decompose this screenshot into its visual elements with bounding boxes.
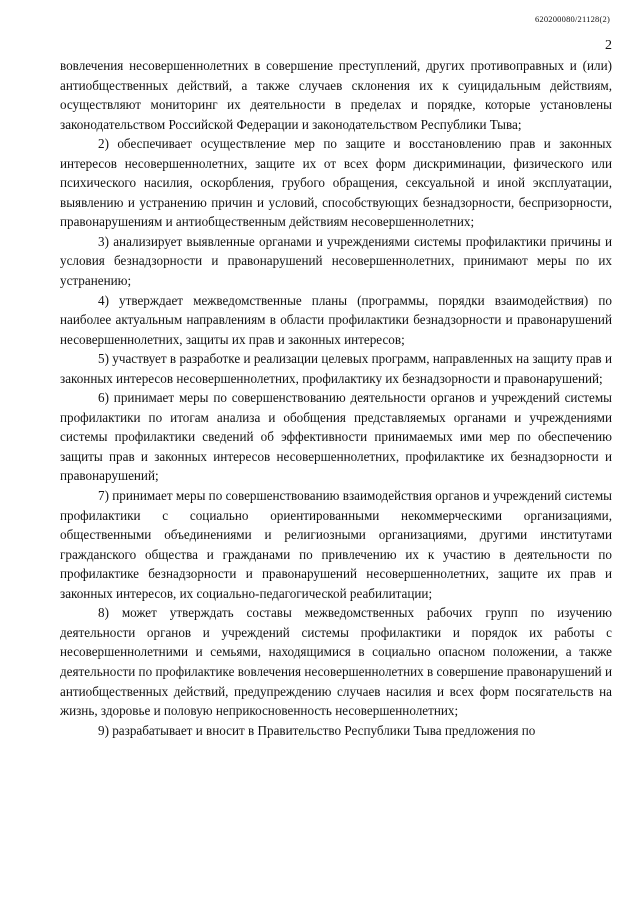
paragraph-item-6: 6) принимает меры по совершенствованию деятельности органов и учреждений системы профилактики по итогам анализа и обобщения представляемых органами и учреждениями системы профилактики сведений об эффективности принимаемых ими мер по обеспечению защиты прав и законных интересов несовершеннолетних, профилактике их безнадзорности и правонарушений; (60, 390, 612, 484)
paragraph-item-7: 7) принимает меры по совершенствованию взаимодействия органов и учреждений системы профилактики с социально ориентированными некоммерческими организациями, общественными объединениями и религиозными организациями, другими институтами гражданского общества и гражданами по привлечению их к участию в деятельности по профилактике безнадзорности и правонарушений несовершеннолетних, защите их прав и законных интересов, их социально-педагогической реабилитации; (60, 488, 612, 601)
document-body (60, 56, 612, 740)
paragraph-item-9: 9) разрабатывает и вносит в Правительство Республики Тыва предложения по (98, 722, 536, 738)
paragraph-item-5: 5) участвует в разработке и реализации целевых программ, направленных на защиту прав и законных интересов несовершеннолетних, профилактику их безнадзорности и правонарушений; (60, 351, 612, 386)
paragraph-continuation: вовлечения несовершеннолетних в совершение преступлений, других противоправных и (или) антиобщественных действий, а также случаев склонения их к суицидальным действиям, осуществляют мониторинг их деятельности в пределах и порядке, которые установлены законодательством Российской Федерации и законодательством Республики Тыва; (60, 58, 612, 132)
paragraph-item-4: 4) утверждает межведомственные планы (программы, порядки взаимодействия) по наиболее актуальным направлениям в области профилактики безнадзорности и правонарушений несовершеннолетних, защиты их прав и законных интересов; (60, 292, 612, 347)
paragraph-item-8: 8) может утверждать составы межведомственных рабочих групп по изучению деятельности органов и учреждений системы профилактики и порядок их работы с несовершеннолетними и семьями, находящимися в социально опасном положении, а также деятельности по профилактике вовлечения несовершеннолетних в совершение правонарушений и антиобщественных действий, предупреждению случаев насилия и всех форм посягательств на жизнь, здоровье и половую неприкосновенность несовершеннолетних; (60, 605, 612, 719)
page-number: 2 (605, 38, 612, 53)
document-code: 620200080/21128(2) (534, 14, 610, 24)
paragraph-item-2: 2) обеспечивает осуществление мер по защите и восстановлению прав и законных интересов несовершеннолетних, защите их от всех форм дискриминации, физического или психического насилия, оскорбления, грубого обращения, сексуальной и иной эксплуатации, выявлению и устранению причин и условий, способствующих безнадзорности, беспризорности, правонарушениям и антиобщественным действиям несовершеннолетних; (60, 136, 612, 230)
paragraph-item-3: 3) анализирует выявленные органами и учреждениями системы профилактики причины и условия безнадзорности и правонарушений несовершеннолетних, принимают меры по их устранению; (60, 233, 612, 289)
